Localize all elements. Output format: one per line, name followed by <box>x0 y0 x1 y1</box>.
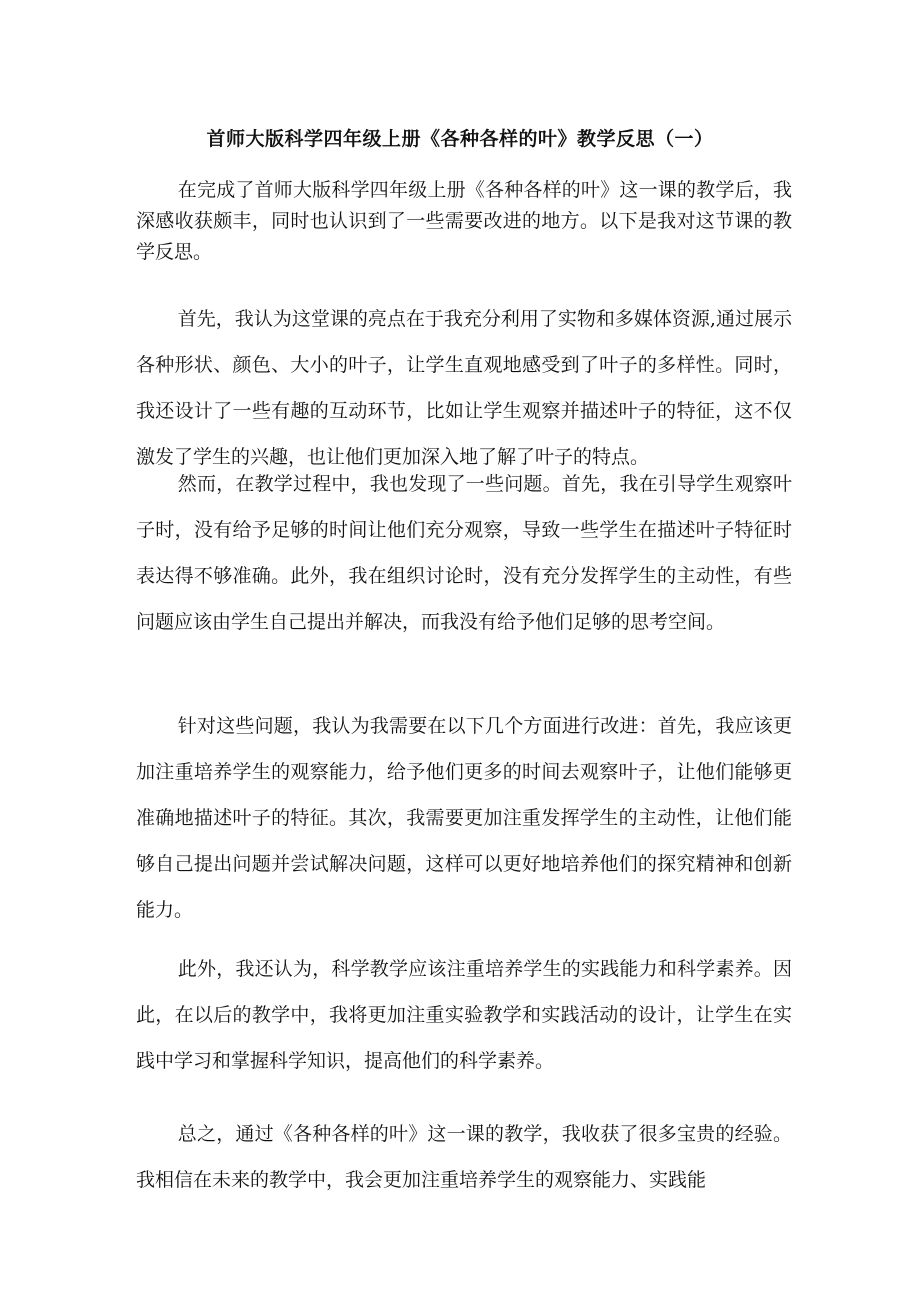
paragraph-highlights: 首先，我认为这堂课的亮点在于我充分利用了实物和多媒体资源,通过展示各种形状、颜色、大小的叶子，让学生直观地感受到了叶子的多样性。同时，我还设计了一些有趣的互动环节，比如让学生观察并描述叶子的特征，这不仅激发了学生的兴趣，也让他们更加深入地了解了叶子的特点。 <box>136 308 792 468</box>
document-title: 首师大版科学四年级上册《各种各样的叶》教学反思（一） <box>206 128 714 150</box>
paragraph-improvements: 针对这些问题，我认为我需要在以下几个方面进行改进：首先，我应该更加注重培养学生的观察能力，给予他们更多的时间去观察叶子，让他们能够更准确地描述叶子的特征。其次，我需要更加注重发挥学生的主动性，让他们能够自己提出问题并尝试解决问题，这样可以更好地培养他们的探究精神和创新能力。 <box>136 715 792 921</box>
paragraph-problems: 然而，在教学过程中，我也发现了一些问题。首先，我在引导学生观察叶子时，没有给予足够的时间让他们充分观察，导致一些学生在描述叶子特征时表达得不够准确。此外，我在组织讨论时，没有充分发挥学生的主动性，有些问题应该由学生自己提出并解决，而我没有给予他们足够的思考空间。 <box>136 473 792 633</box>
paragraph-conclusion: 总之，通过《各种各样的叶》这一课的教学，我收获了很多宝贵的经验。我相信在未来的教学中，我会更加注重培养学生的观察能力、实践能 <box>136 1123 792 1191</box>
paragraph-intro: 在完成了首师大版科学四年级上册《各种各样的叶》这一课的教学后，我深感收获颇丰，同时也认识到了一些需要改进的地方。以下是我对这节课的教学反思。 <box>136 179 792 263</box>
paragraph-practice: 此外，我还认为，科学教学应该注重培养学生的实践能力和科学素养。因此，在以后的教学中，我将更加注重实验教学和实践活动的设计，让学生在实践中学习和掌握科学知识，提高他们的科学素养。 <box>136 958 792 1072</box>
